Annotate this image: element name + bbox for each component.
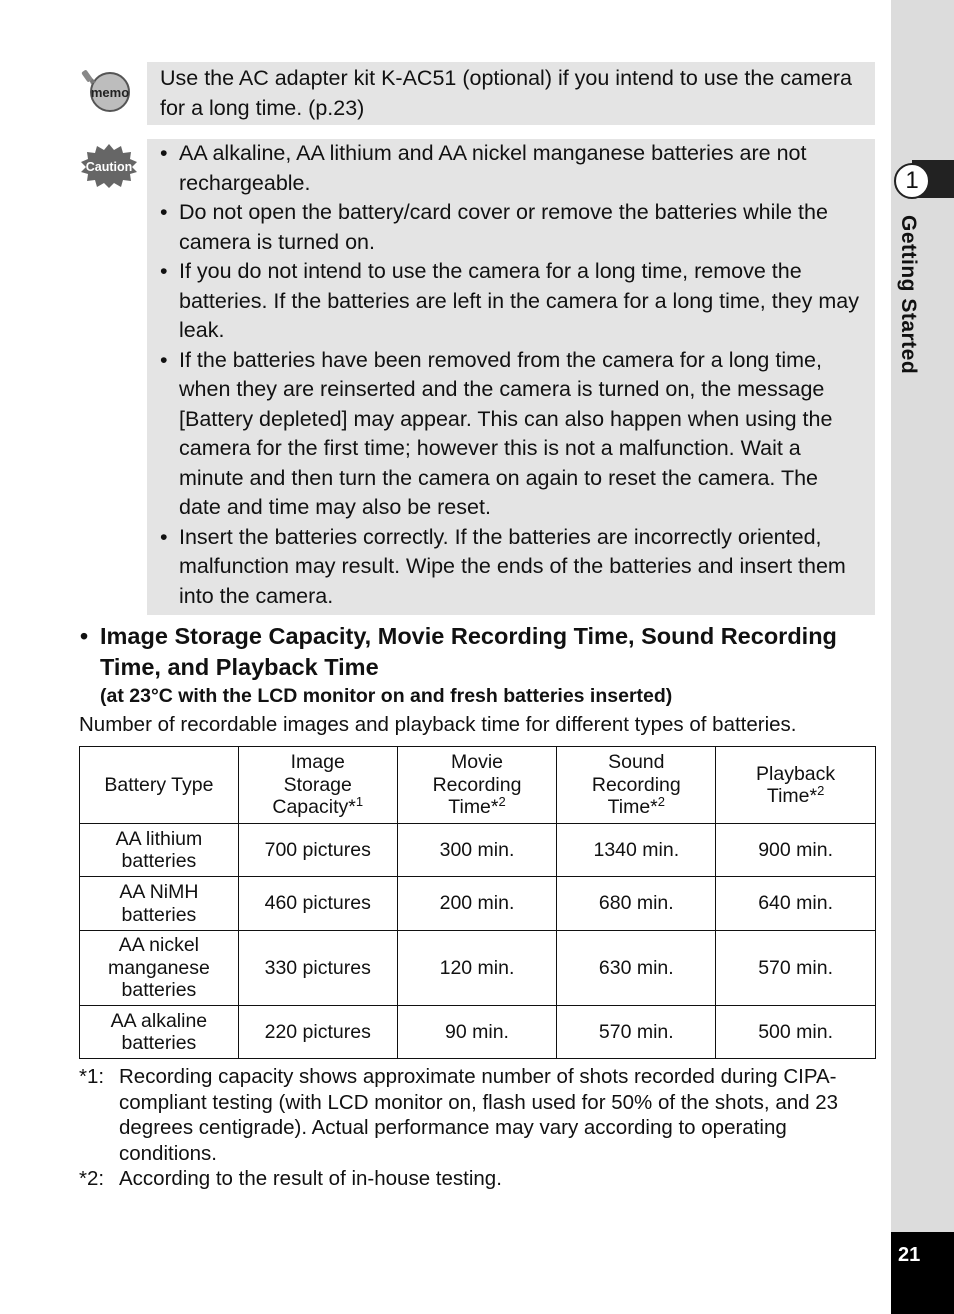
table-row (80, 824, 876, 877)
table-row (80, 931, 876, 1006)
section-subtitle: (at 23°C with the LCD monitor on and fresh batteries inserted) (100, 685, 673, 707)
cell-battery-type: AA alkaline batteries (80, 1006, 239, 1059)
cell-sound: 1340 min. (557, 824, 716, 877)
svg-text:Caution: Caution (85, 160, 133, 174)
chapter-title: Getting Started (897, 215, 920, 375)
battery-capacity-table (79, 746, 876, 1059)
cell-sound: 570 min. (557, 1006, 716, 1059)
cell-battery-type: AA lithium batteries (80, 824, 239, 877)
caution-item: • Insert the batteries correctly. If the batteries are incorrectly oriented, malfunction may result. Wipe the ends of the batteries and insert them into the camera. (157, 523, 865, 612)
memo-icon (80, 68, 134, 112)
cell-movie: 300 min. (397, 824, 557, 877)
cell-images: 700 pictures (238, 824, 397, 877)
memo-box (147, 62, 875, 125)
cell-playback: 640 min. (716, 877, 876, 931)
caution-item: • Do not open the battery/card cover or remove the batteries while the camera is turned on. (157, 198, 865, 257)
cell-sound: 680 min. (557, 877, 716, 931)
caution-item: • If the batteries have been removed from the camera for a long time, when they are reinserted and the camera is turned on, the message [Battery depleted] may appear. This can also happen when using the camera for the first time; however this is not a malfunction. Wait a minute and then turn the camera on again to reset the camera. The date and time may also be reset. (157, 346, 865, 523)
section-title: Image Storage Capacity, Movie Recording Time, Sound Recording Time, and Playback Time (100, 623, 837, 680)
footnote-text: Recording capacity shows approximate number of shots recorded during CIPA-compliant testing (with LCD monitor on, flash used for 50% of the shots, and 23 degrees centigrade). Actual performance may vary according to operating conditions. (119, 1065, 839, 1165)
section-description: Number of recordable images and playback time for different types of batteries. (79, 713, 797, 736)
section-bullet: • (80, 623, 89, 649)
header-movie-time: Movie Recording Time*$^2$ (397, 747, 557, 824)
footnotes (79, 1064, 879, 1192)
page-number: 21 (898, 1244, 921, 1266)
cell-battery-type: AA NiMH batteries (80, 877, 239, 931)
caution-list (157, 139, 865, 611)
caution-icon (80, 143, 138, 189)
cell-playback: 500 min. (716, 1006, 876, 1059)
cell-playback: 570 min. (716, 931, 876, 1006)
header-playback-time: Playback Time*$^2$ (716, 747, 876, 824)
caution-box (147, 139, 875, 615)
cell-sound: 630 min. (557, 931, 716, 1006)
table-row (80, 877, 876, 931)
cell-images: 330 pictures (238, 931, 397, 1006)
header-battery-type: Battery Type (80, 747, 239, 824)
header-image-storage: Image Storage Capacity*$^1$ (238, 747, 397, 824)
cell-images: 460 pictures (238, 877, 397, 931)
footnote-mark: *1: (79, 1065, 105, 1088)
cell-playback: 900 min. (716, 824, 876, 877)
cell-movie: 90 min. (397, 1006, 557, 1059)
cell-movie: 120 min. (397, 931, 557, 1006)
chapter-number: 1 (894, 163, 930, 199)
table-header-row (80, 747, 876, 824)
cell-images: 220 pictures (238, 1006, 397, 1059)
footnote-text: According to the result of in-house testing. (119, 1167, 502, 1190)
memo-text: Use the AC adapter kit K-AC51 (optional) if you intend to use the camera for a long time. (p.23) (160, 66, 852, 120)
header-sound-time: Sound Recording Time*$^2$ (557, 747, 716, 824)
svg-text:memo: memo (90, 85, 130, 100)
cell-battery-type: AA nickel manganese batteries (80, 931, 239, 1006)
cell-movie: 200 min. (397, 877, 557, 931)
footnote (79, 1064, 879, 1166)
footnote (79, 1166, 879, 1192)
caution-item: • If you do not intend to use the camera for a long time, remove the batteries. If the batteries are left in the camera for a long time, they may leak. (157, 257, 865, 346)
footnote-mark: *2: (79, 1167, 105, 1190)
table-row (80, 1006, 876, 1059)
caution-item: • AA alkaline, AA lithium and AA nickel manganese batteries are not rechargeable. (157, 139, 865, 198)
